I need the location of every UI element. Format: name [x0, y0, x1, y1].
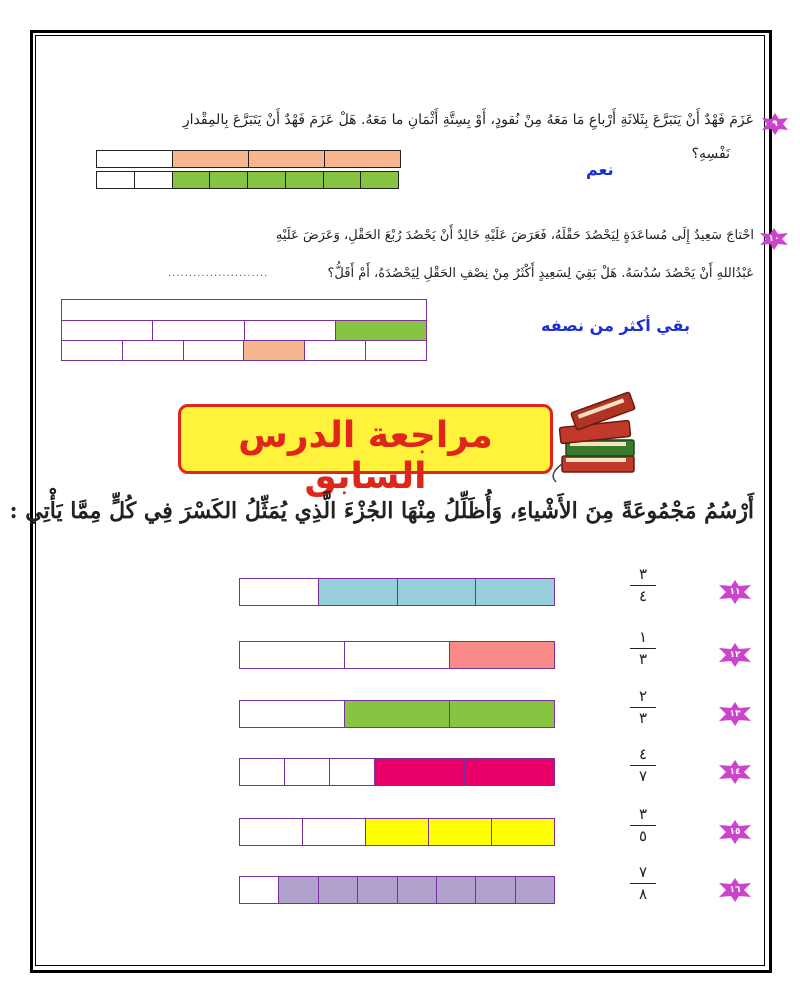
fraction-cell [279, 877, 318, 903]
fraction-label [623, 864, 663, 903]
fraction-cell [398, 579, 477, 605]
fraction-cell [476, 579, 554, 605]
fraction-cell [123, 341, 184, 360]
fraction-cell [248, 172, 286, 188]
fraction-line [630, 883, 656, 884]
numerator: ٢ [638, 687, 648, 705]
fraction-line [630, 765, 656, 766]
fraction-cell [135, 172, 173, 188]
fraction-cell [375, 759, 420, 785]
fraction-cell [285, 759, 330, 785]
fraction-cell [476, 877, 515, 903]
exercise-fraction-bar [239, 700, 555, 728]
fraction-cell [345, 642, 450, 668]
fraction-cell [184, 341, 245, 360]
fraction-cell [97, 151, 173, 167]
fraction-cell [153, 321, 244, 340]
exercise-fraction-bar [239, 876, 555, 904]
exercise-number-badge: ١٤ [719, 760, 751, 784]
fraction-bar-quarters [61, 320, 427, 341]
numerator: ٣ [638, 565, 648, 583]
fraction-cell [325, 151, 400, 167]
fraction-line [630, 707, 656, 708]
fraction-cell [305, 341, 366, 360]
fraction-cell [245, 321, 336, 340]
exercise-fraction-bar [239, 818, 555, 846]
question-9-answer: نعم [586, 160, 614, 179]
fraction-cell [240, 877, 279, 903]
fraction-cell [398, 877, 437, 903]
exercise-number-badge: ١٢ [719, 643, 751, 667]
fraction-line [630, 585, 656, 586]
question-number-badge: ٩ [762, 113, 788, 135]
denominator: ٧ [638, 767, 648, 785]
fraction-cell [240, 579, 319, 605]
fraction-cell [437, 877, 476, 903]
fraction-cell [450, 642, 554, 668]
fraction-cell [345, 701, 450, 727]
exercise-number-badge: ١٦ [719, 878, 751, 902]
fraction-cell [240, 701, 345, 727]
numerator: ١ [638, 628, 648, 646]
denominator: ٣ [638, 709, 648, 727]
question-number-badge: ١٠ [760, 228, 788, 250]
fraction-cell [324, 172, 362, 188]
fraction-line [630, 825, 656, 826]
fraction-label [623, 688, 663, 727]
fraction-cell [366, 819, 429, 845]
fraction-cell [240, 759, 285, 785]
section-title: مراجعة الدرس السابق [238, 415, 493, 497]
question-9-text-line2: نَفْسِهِ؟ [691, 146, 730, 162]
fraction-cell [429, 819, 492, 845]
fraction-cell [319, 877, 358, 903]
fraction-cell [358, 877, 397, 903]
denominator: ٤ [638, 587, 648, 605]
denominator: ٣ [638, 650, 648, 668]
fraction-cell [361, 172, 398, 188]
denominator: ٨ [638, 885, 648, 903]
fraction-cell [465, 759, 510, 785]
exercise-number-badge: ١٥ [719, 820, 751, 844]
fraction-cell [420, 759, 465, 785]
fraction-cell [210, 172, 248, 188]
fraction-bar-sixths [61, 340, 427, 361]
fraction-cell [286, 172, 324, 188]
instruction-text: أَرْسُمُ مَجْمُوعَةً مِنَ الأَشْياءِ، وَأُظَلِّلُ مِنْهَا الجُزْءَ الَّذِي يُمَثِّلُ الكَسْرَ فِي كُلٍّ مِمَّا يَأْتِي : [9, 498, 754, 524]
fraction-cell [173, 172, 211, 188]
fraction-line [630, 648, 656, 649]
exercise-number-badge: ١١ [719, 580, 751, 604]
fraction-cell [173, 151, 249, 167]
exercise-number-badge: ١٣ [719, 702, 751, 726]
question-10-answer: بقي أكثر من نصفه [541, 316, 690, 335]
fraction-label [623, 806, 663, 845]
fraction-cell [62, 341, 123, 360]
question-10-text: احْتاجَ سَعِيدٌ إِلَى مُساعَدَةٍ لِيَحْصُدَ حَقْلَهُ، فَعَرَضَ عَلَيْهِ خَالِدٌ أَنْ يَحْصُدَ رُبْعَ الحَقْلِ، وَعَرَضَ عَلَيْهِ [275, 228, 754, 243]
fraction-cell [97, 172, 135, 188]
numerator: ٧ [638, 863, 648, 881]
fraction-bar-quarters [96, 150, 401, 168]
fraction-cell [240, 819, 303, 845]
fraction-cell [492, 819, 554, 845]
fraction-cell [510, 759, 554, 785]
fraction-bar-eighths [96, 171, 399, 189]
section-banner [178, 404, 553, 497]
answer-blank-dots: ........................ [168, 268, 269, 279]
fraction-cell [244, 341, 305, 360]
exercise-fraction-bar [239, 641, 555, 669]
books-icon [550, 390, 650, 485]
fraction-cell [450, 701, 554, 727]
question-10-text-line2: عَبْدُاللهِ أَنْ يَحْصُدَ سُدُسَهُ. هَلْ بَقِيَ لِسَعِيدٍ أَكْثَرُ مِنْ نِصْفِ الحَقْلِ لِيَحْصُدَهُ، أَمْ أَقَلُّ؟ [327, 266, 754, 281]
fraction-cell [336, 321, 426, 340]
numerator: ٣ [638, 805, 648, 823]
fraction-cell [62, 300, 426, 320]
exercise-fraction-bar [239, 758, 555, 786]
fraction-label [623, 746, 663, 785]
fraction-cell [319, 579, 398, 605]
fraction-cell [303, 819, 366, 845]
denominator: ٥ [638, 827, 648, 845]
fraction-label [623, 566, 663, 605]
fraction-cell [330, 759, 375, 785]
fraction-bar-whole [61, 299, 427, 321]
fraction-cell [516, 877, 554, 903]
fraction-cell [249, 151, 325, 167]
question-9-text: عَزَمَ فَهْدٌ أَنْ يَتَبَرَّعَ بِثَلاثَةِ أَرْباعِ مَا مَعَهُ مِنْ نُقودٍ، أَوْ بِسِتَّةِ أَثْمَانِ ما مَعَهُ. هَلْ عَزَمَ فَهْدٌ أَنْ يَتَبَرَّعَ بِالمِقْدارِ [182, 112, 754, 128]
fraction-cell [366, 341, 426, 360]
exercise-fraction-bar [239, 578, 555, 606]
numerator: ٤ [638, 745, 648, 763]
fraction-cell [62, 321, 153, 340]
fraction-label [623, 629, 663, 668]
fraction-cell [240, 642, 345, 668]
